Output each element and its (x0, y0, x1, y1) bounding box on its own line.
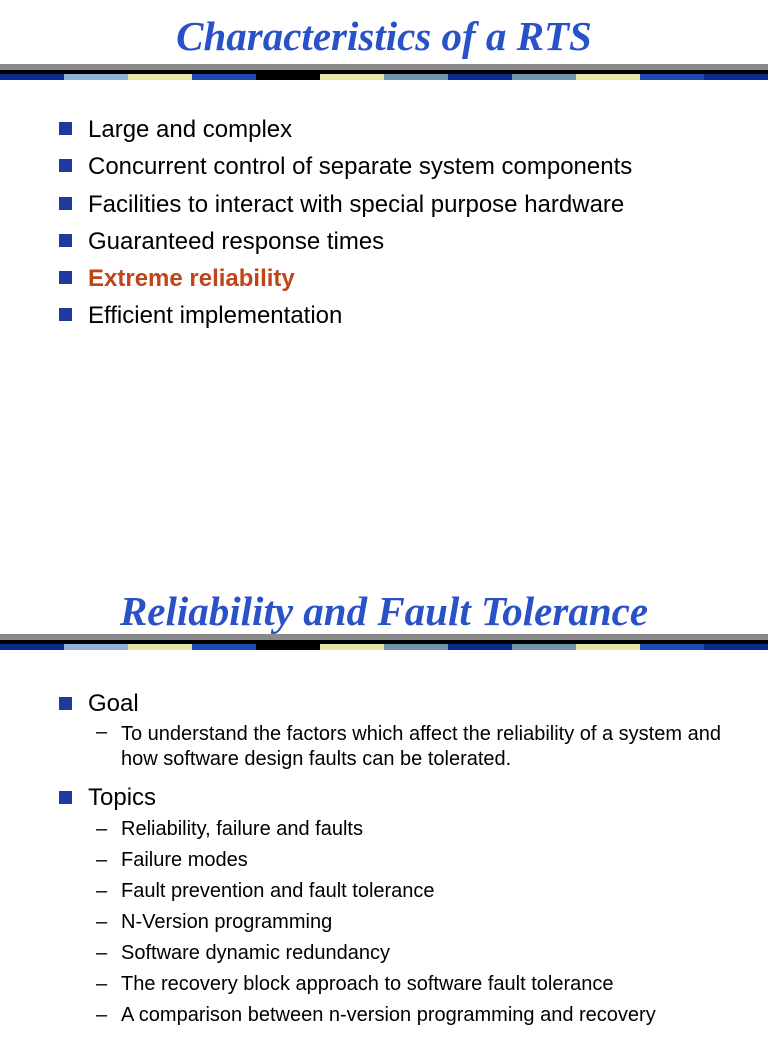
divider-segment (128, 644, 192, 650)
divider-segment (512, 644, 576, 650)
square-bullet-icon (59, 791, 72, 804)
sub-bullet-text: Fault prevention and fault tolerance (121, 880, 435, 902)
sub-bullet-text: N-Version programming (121, 911, 333, 933)
bullet-text: Topics (88, 784, 157, 811)
divider-segment (0, 644, 64, 650)
dash-bullet-icon: – (96, 911, 108, 933)
divider-segment (384, 644, 448, 650)
sub-bullet-item (0, 876, 768, 907)
dash-bullet-icon: – (96, 1004, 108, 1026)
divider-segment (448, 74, 512, 80)
title-divider (0, 634, 768, 652)
divider-segment (64, 644, 128, 650)
sub-bullet-item (0, 814, 768, 845)
square-bullet-icon (59, 308, 72, 321)
dash-bullet-icon: – (96, 721, 108, 743)
bullet-list (0, 111, 768, 335)
sub-bullet-item (0, 969, 768, 1000)
sub-bullet-text: Failure modes (121, 849, 248, 871)
bullet-item (0, 111, 768, 148)
square-bullet-icon (59, 122, 72, 135)
divider-segment (704, 644, 768, 650)
divider-segment (640, 74, 704, 80)
bullet-text: Efficient implementation (88, 302, 343, 330)
divider-segment (704, 74, 768, 80)
divider-segment (128, 74, 192, 80)
divider-segment (576, 644, 640, 650)
sub-bullet-text: Software dynamic redundancy (121, 942, 391, 964)
divider-segment (0, 74, 64, 80)
bullet-text: Extreme reliability (88, 265, 295, 293)
square-bullet-icon (59, 697, 72, 710)
bullet-text: Large and complex (88, 116, 293, 143)
bullet-item (0, 186, 768, 223)
sub-bullet-item (0, 1000, 768, 1031)
divider-segment (192, 74, 256, 80)
sub-bullet-list (0, 720, 768, 776)
divider-segment (320, 644, 384, 650)
bullet-list (0, 688, 768, 1037)
sub-bullet-text: A comparison between n-version programming and recovery (121, 1004, 656, 1026)
bullet-item (0, 223, 768, 260)
sub-bullet-text: To understand the factors which affect the reliability of a system and how software design faults can be tolerated. (121, 723, 721, 770)
divider-segment (256, 644, 320, 650)
title-divider (0, 64, 768, 82)
dash-bullet-icon: – (96, 849, 108, 871)
sub-bullet-item (0, 938, 768, 969)
divider-segment (64, 74, 128, 80)
dash-bullet-icon: – (96, 818, 108, 840)
dash-bullet-icon: – (96, 880, 108, 902)
divider-segment (512, 74, 576, 80)
slide-title: Characteristics of a RTS (176, 13, 592, 59)
sub-bullet-text: The recovery block approach to software fault tolerance (121, 973, 614, 995)
bullet-text: Goal (88, 690, 139, 717)
bullet-text: Facilities to interact with special purpose hardware (88, 190, 625, 218)
square-bullet-icon (59, 159, 72, 172)
bullet-text: Concurrent control of separate system components (88, 153, 633, 181)
sub-bullet-item (0, 845, 768, 876)
divider-segment (384, 74, 448, 80)
divider-segment (640, 644, 704, 650)
divider-segment (256, 74, 320, 80)
bullet-item (0, 782, 768, 814)
bullet-item (0, 148, 768, 185)
bullet-item (0, 688, 768, 720)
sub-bullet-item (0, 720, 768, 776)
divider-segment (576, 74, 640, 80)
slide-title: Reliability and Fault Tolerance (119, 588, 649, 634)
square-bullet-icon (59, 234, 72, 247)
slide-reliability-fault-tolerance (0, 577, 768, 1024)
sub-bullet-item (0, 907, 768, 938)
sub-bullet-text: Reliability, failure and faults (121, 818, 363, 840)
divider-segment (448, 644, 512, 650)
square-bullet-icon (59, 271, 72, 284)
square-bullet-icon (59, 197, 72, 210)
bullet-text: Guaranteed response times (88, 227, 385, 255)
sub-bullet-list (0, 814, 768, 1031)
bullet-item (0, 260, 768, 297)
dash-bullet-icon: – (96, 973, 108, 995)
dash-bullet-icon: – (96, 942, 108, 964)
divider-segment (192, 644, 256, 650)
bullet-item (0, 297, 768, 334)
divider-segment (320, 74, 384, 80)
